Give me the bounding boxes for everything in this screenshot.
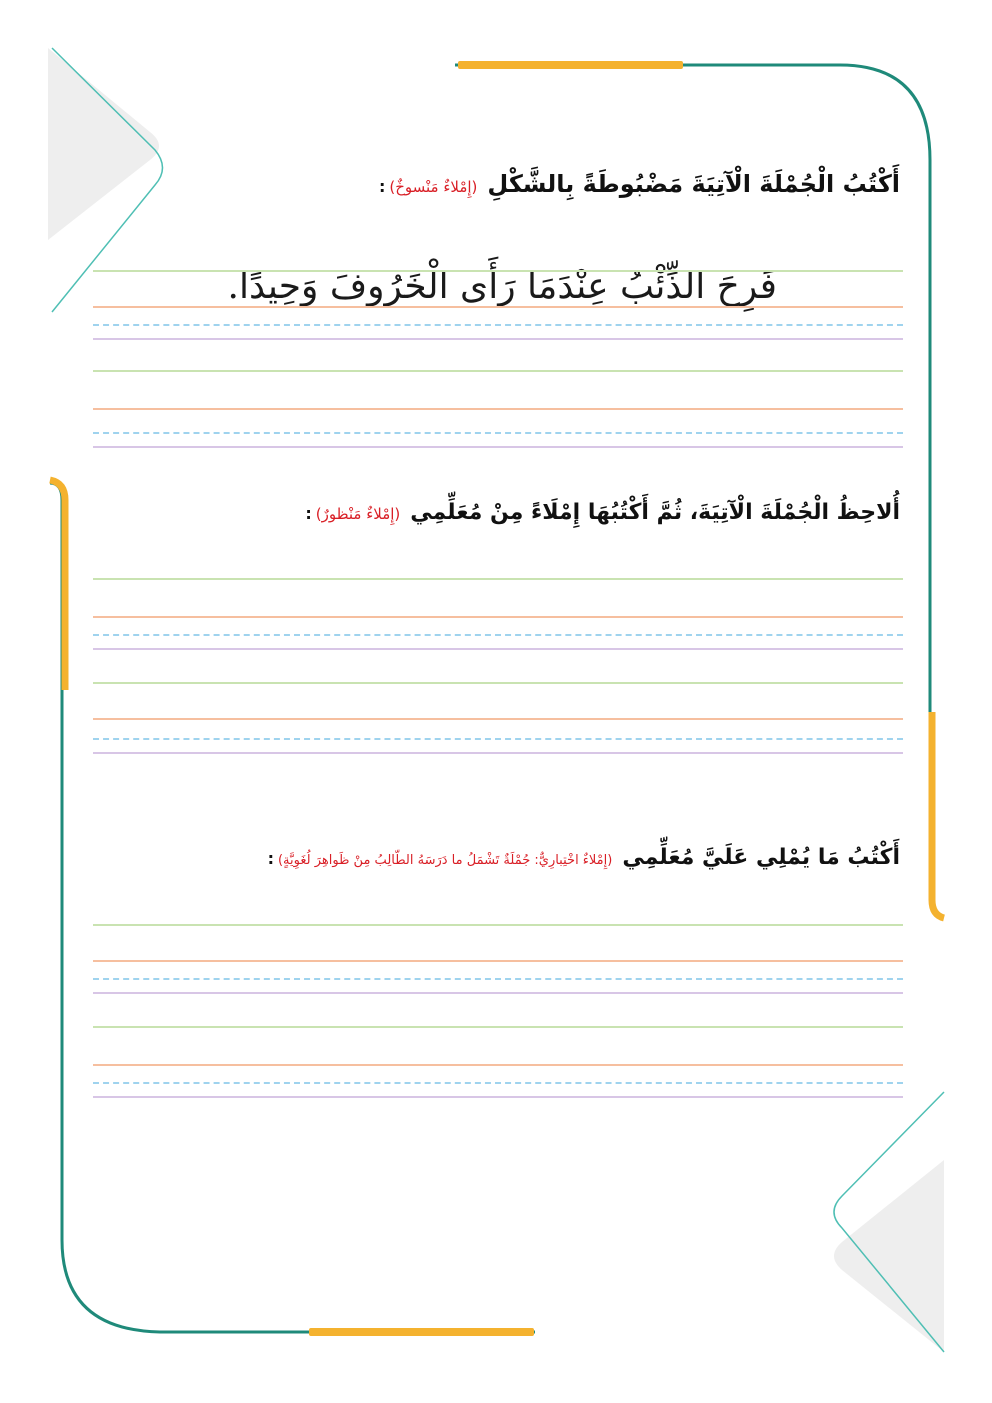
exercise-1-colon: :	[378, 177, 386, 196]
exercise-2-note: (إِمْلاءٌ مَنْظورٌ)	[315, 505, 401, 523]
accent-bar-left	[50, 480, 65, 690]
exercise-1-heading	[379, 170, 900, 198]
accent-bar-top	[458, 61, 683, 69]
exercise-3-instruction: أَكْتُبُ مَا يُمْلِي عَلَيَّ مُعَلِّمِي	[622, 845, 900, 870]
exercise-2-instruction: أُلاحِظُ الْجُمْلَةَ الْآتِيَةَ، ثُمَّ أَكْتُبُهَا إِمْلَاءً مِنْ مُعَلِّمِي	[410, 500, 900, 525]
corner-shape-bottom-right	[834, 1160, 944, 1352]
exercise-2-colon: :	[305, 504, 312, 523]
exercise-1-instruction: أَكْتُبُ الْجُمْلَةَ الْآتِيَةَ مَضْبُوطَةً بِالشَّكْلِ	[487, 170, 900, 198]
exercise-3-note: (إِمْلاءٌ اخْتِبارِيٌّ: جُمْلَةٌ تَشْمَلُ ما دَرَسَهُ الطّالِبُ مِنْ ظَواهِرَ لُغَوِيَّةٍ)	[277, 853, 613, 868]
model-sentence: فَرِحَ الذِّئْبُ عِنْدَمَا رَأَى الْخَرُوفَ وَحِيدًا.	[227, 266, 777, 307]
exercise-3-colon: :	[267, 849, 274, 868]
frame-border-left	[50, 483, 535, 1332]
accent-bar-bottom	[309, 1328, 534, 1336]
corner-shape-top-left	[48, 48, 159, 240]
exercise-3-heading	[268, 845, 900, 870]
exercise-2-heading	[305, 500, 900, 525]
exercise-1-note: (إِمْلاءٌ مَنْسوخٌ)	[389, 178, 478, 196]
accent-bar-right	[932, 712, 944, 918]
